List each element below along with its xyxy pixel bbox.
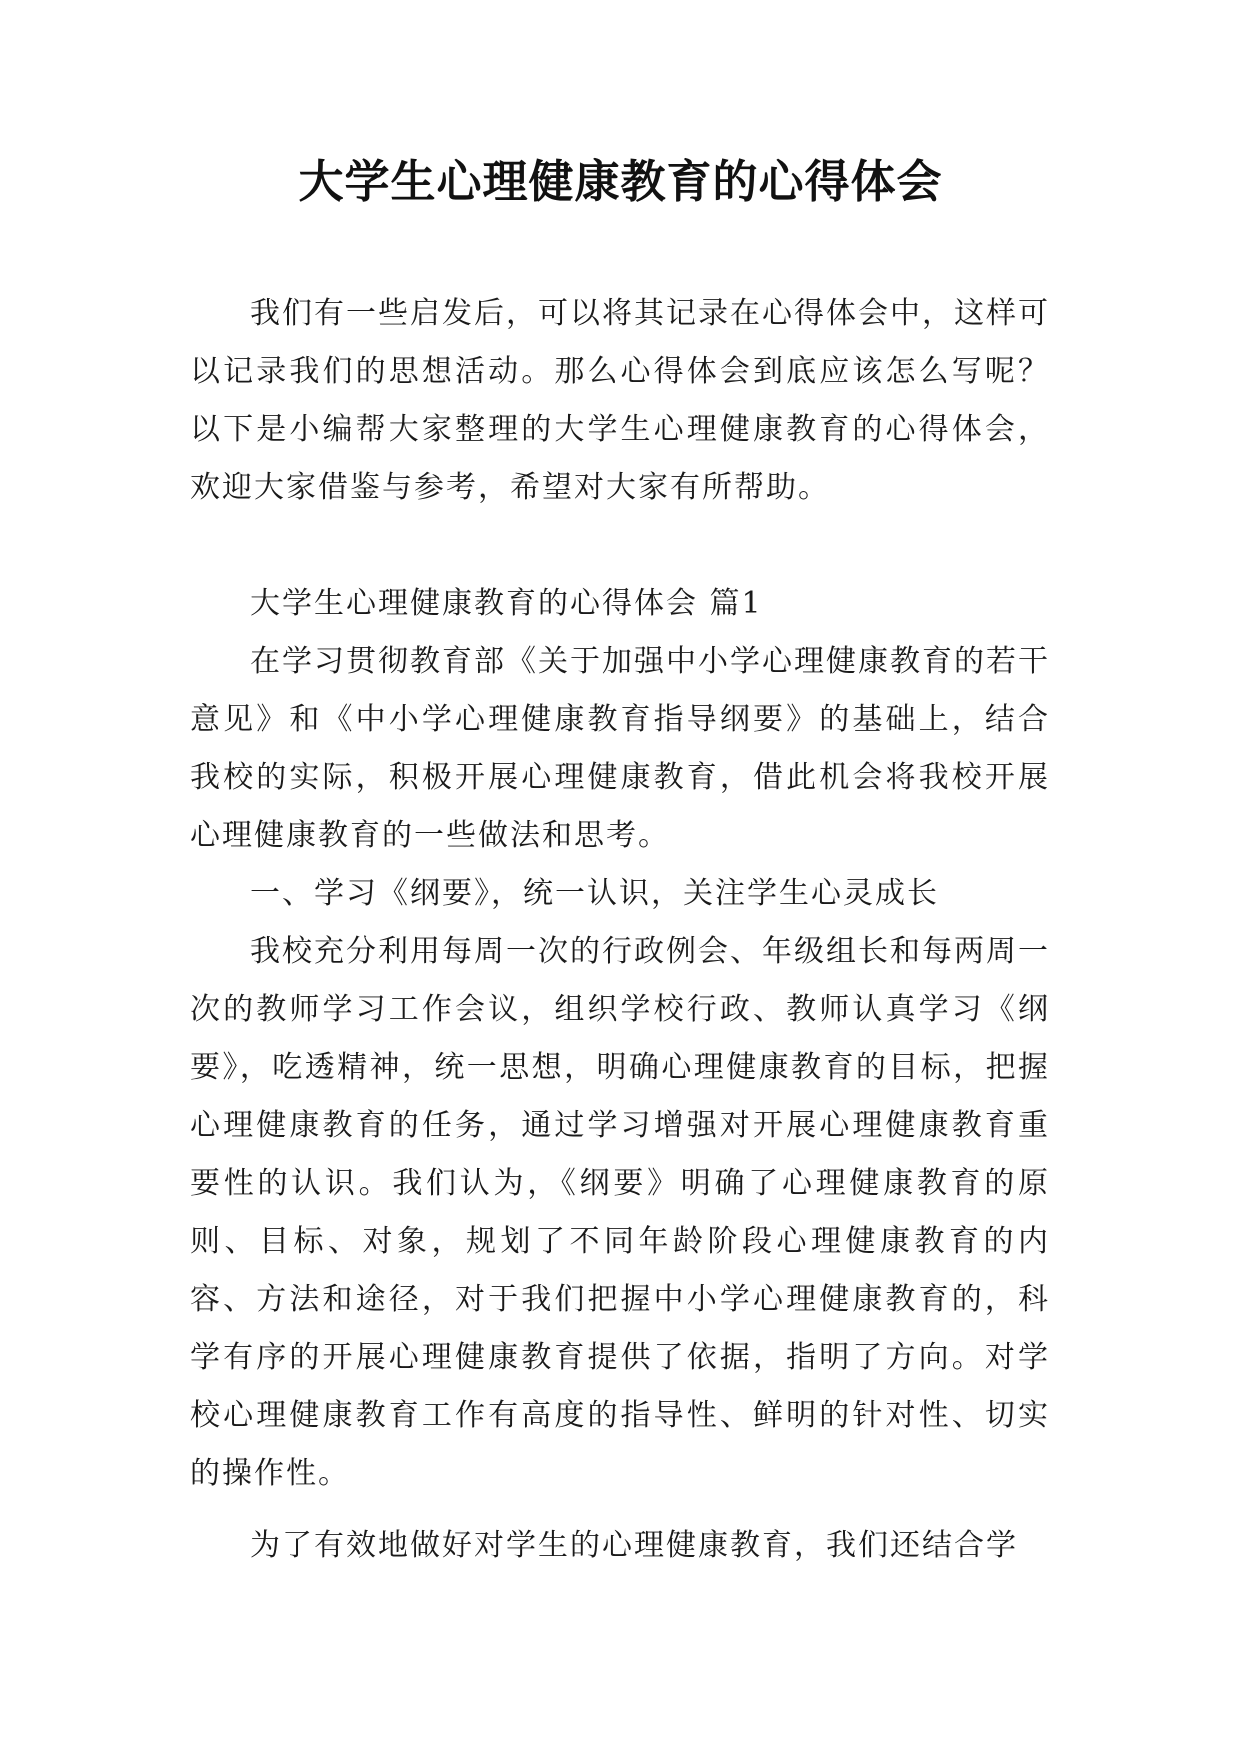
- body-paragraph: 我校充分利用每周一次的行政例会、年级组长和每两周一次的教师学习工作会议，组织学校行政、教师认真学习《纲要》，吃透精神，统一思想，明确心理健康教育的目标，把握心理健康教育的任务，通过学习增强对开展心理健康教育重要性的认识。我们认为，《纲要》明确了心理健康教育的原则、目标、对象，规划了不同年龄阶段心理健康教育的内容、方法和途径，对于我们把握中小学心理健康教育的，科学有序的开展心理健康教育提供了依据，指明了方向。对学校心理健康教育工作有高度的指导性、鲜明的针对性、切实的操作性。: [190, 934, 1050, 1491]
- section-heading: 大学生心理健康教育的心得体会 篇1: [250, 586, 763, 621]
- subsection-heading: 一、学习《纲要》，统一认识，关注学生心灵成长: [250, 876, 939, 911]
- body-paragraph: 在学习贯彻教育部《关于加强中小学心理健康教育的若干意见》和《中小学心理健康教育指导纲要》的基础上，结合我校的实际，积极开展心理健康教育，借此机会将我校开展心理健康教育的一些做法和思考。: [190, 644, 1050, 853]
- body-paragraph: 为了有效地做好对学生的心理健康教育，我们还结合学: [250, 1528, 1018, 1563]
- intro-paragraph: 我们有一些启发后，可以将其记录在心得体会中，这样可以记录我们的思想活动。那么心得体会到底应该怎么写呢？以下是小编帮大家整理的大学生心理健康教育的心得体会，欢迎大家借鉴与参考，希望对大家有所帮助。: [190, 296, 1050, 505]
- document-body: [190, 285, 1050, 1575]
- document-title: 大学生心理健康教育的心得体会: [298, 155, 943, 208]
